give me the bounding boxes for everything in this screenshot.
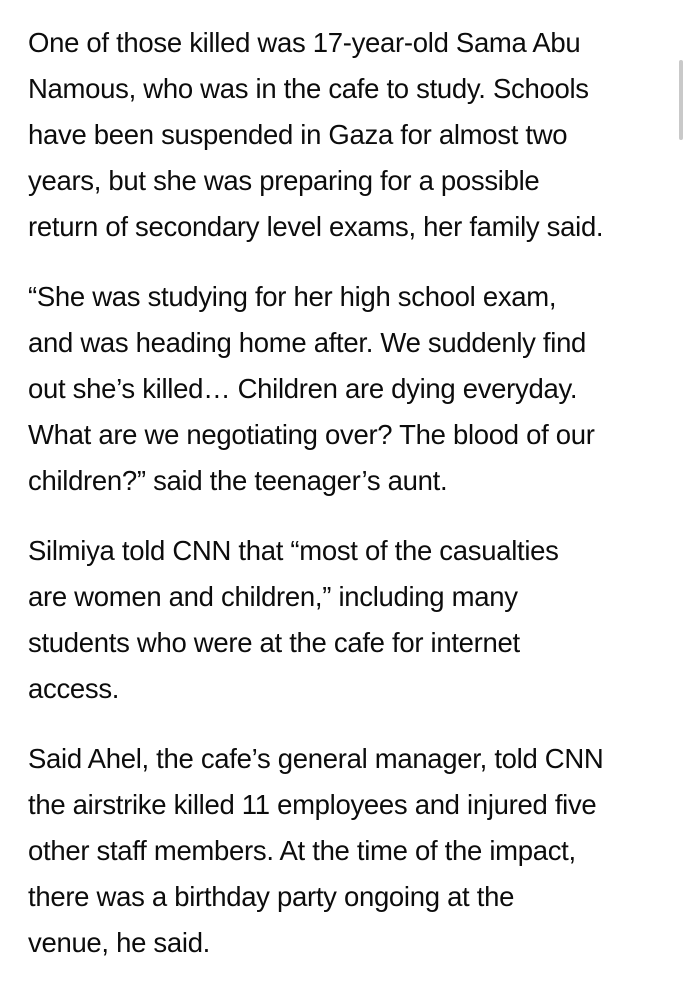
text-line: and was heading home after. We suddenly find (28, 327, 587, 358)
text-line: there was a birthday party ongoing at the (28, 881, 515, 912)
text-line: One of those killed was 17-year-old Sama Abu (28, 27, 581, 58)
text-line: Said Ahel, the cafe’s general manager, told CNN (28, 743, 604, 774)
paragraph-1 (28, 20, 668, 250)
text-line: venue, he said. (28, 927, 211, 958)
text-line: the airstrike killed 11 employees and injured five (28, 789, 597, 820)
paragraph-2 (28, 274, 668, 504)
text-line: children?” said the teenager’s aunt. (28, 465, 448, 496)
text-line: access. (28, 673, 120, 704)
text-line: are women and children,” including many (28, 581, 518, 612)
text-line: years, but she was preparing for a possible (28, 165, 540, 196)
text-line: students who were at the cafe for internet (28, 627, 520, 658)
text-line: return of secondary level exams, her family said. (28, 211, 604, 242)
article-body (28, 20, 668, 966)
text-line: other staff members. At the time of the impact, (28, 835, 576, 866)
scrollbar-thumb[interactable] (679, 60, 683, 140)
text-line: “She was studying for her high school exam, (28, 281, 557, 312)
text-line: What are we negotiating over? The blood of our (28, 419, 595, 450)
text-line: have been suspended in Gaza for almost two (28, 119, 568, 150)
paragraph-4 (28, 736, 668, 966)
text-line: Silmiya told CNN that “most of the casualties (28, 535, 559, 566)
text-line: Namous, who was in the cafe to study. Schools (28, 73, 589, 104)
paragraph-3 (28, 528, 668, 712)
text-line: out she’s killed… Children are dying everyday. (28, 373, 578, 404)
